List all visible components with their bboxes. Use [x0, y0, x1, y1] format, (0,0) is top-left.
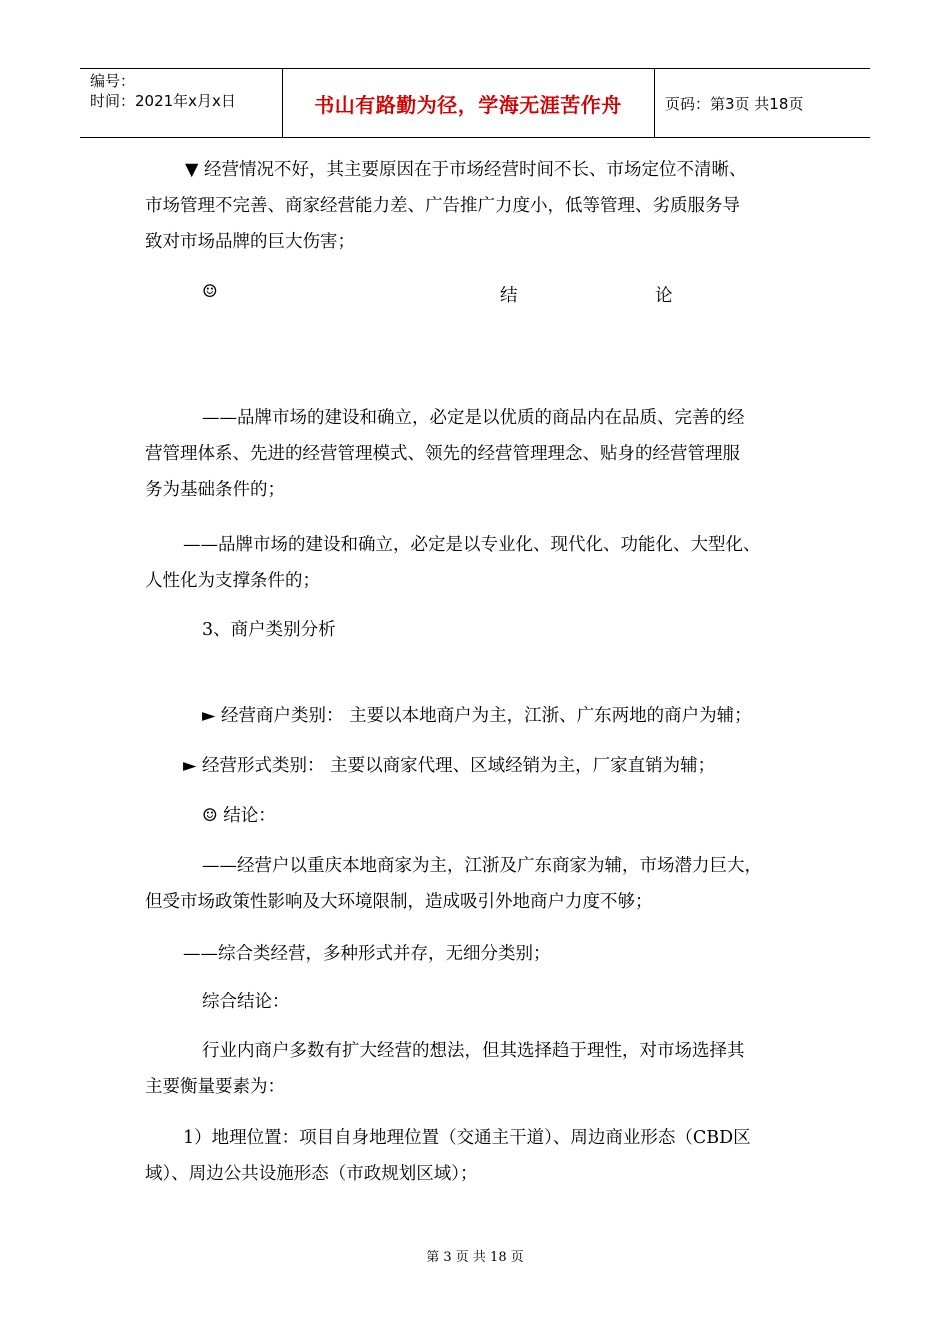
business-form-line — [145, 748, 835, 784]
text-line: ——品牌市场的建设和确立，必定是以专业化、现代化、功能化、大型化、 — [183, 535, 761, 555]
section-heading-merchant-analysis — [145, 612, 835, 648]
paragraph-merchant-expansion — [145, 1033, 835, 1105]
text-line: ——经营户以重庆本地商家为主，江浙及广东商家为辅，市场潜力巨大， — [202, 856, 762, 876]
text-line: 3、商户类别分析 — [202, 620, 336, 640]
text-line: 综合结论： — [202, 992, 290, 1012]
text-line: 市场管理不完善、商家经营能力差、广告推广力度小，低等管理、劣质服务导 — [145, 196, 740, 216]
text-line: 营管理体系、先进的经营管理模式、领先的经营管理理念、贴身的经营管理服 — [145, 444, 740, 464]
page-footer: 第 3 页 共 18 页 — [426, 1250, 524, 1265]
text-line: 致对市场品牌的巨大伤害； — [145, 232, 355, 252]
text-line: 人性化为支撑条件的； — [145, 571, 320, 591]
conclusion-label — [145, 798, 835, 834]
paragraph-business-status — [145, 152, 835, 260]
text-line: ► 经营形式类别： 主要以商家代理、区域经销为主，厂家直销为辅； — [183, 756, 716, 776]
paragraph-merchant-origin — [145, 848, 835, 920]
time-label: 时间：2021年x月x日 — [90, 92, 236, 110]
paragraph-brand-quality — [145, 400, 835, 508]
text-line: 域）、周边公共设施形态（市政规划区域）； — [145, 1164, 478, 1184]
conclusion-char-1: 结 — [500, 286, 518, 306]
document-header — [80, 68, 870, 138]
header-meta-cell — [80, 69, 283, 137]
paragraph-brand-support — [145, 527, 835, 599]
text-line: 但受市场政策性影响及大环境限制，造成吸引外地商户力度不够； — [145, 892, 653, 912]
text-line: 行业内商户多数有扩大经营的想法，但其选择趋于理性，对市场选择其 — [202, 1041, 745, 1061]
text-line: 主要衡量要素为： — [145, 1077, 285, 1097]
header-motto: 书山有路勤为径，学海无涯苦作舟 — [282, 69, 655, 137]
conclusion-char-2: 论 — [655, 286, 673, 306]
overall-conclusion-label — [145, 984, 835, 1020]
text-line: ——综合类经营，多种形式并存，无细分类别； — [183, 944, 551, 964]
header-page-label: 页码：第3页 共18页 — [665, 94, 804, 113]
merchant-type-line — [145, 698, 835, 734]
text-line: ——品牌市场的建设和确立，必定是以优质的商品内在品质、完善的经 — [202, 408, 745, 428]
smiley-icon: ☺ — [202, 282, 218, 302]
number-label: 编号： — [90, 72, 136, 90]
paragraph-location — [145, 1120, 835, 1192]
paragraph-comprehensive — [145, 936, 835, 972]
text-line: ► 经营商户类别： 主要以本地商户为主，江浙、广东两地的商户为辅； — [202, 706, 752, 726]
text-line: 务为基础条件的； — [145, 480, 285, 500]
text-line: ▼ 经营情况不好，其主要原因在于市场经营时间不长、市场定位不清晰、 — [185, 160, 747, 180]
text-line: 1）地理位置：项目自身地理位置（交通主干道）、周边商业形态（CBD区 — [183, 1128, 751, 1148]
text-line: ☺ 结论： — [202, 806, 276, 826]
